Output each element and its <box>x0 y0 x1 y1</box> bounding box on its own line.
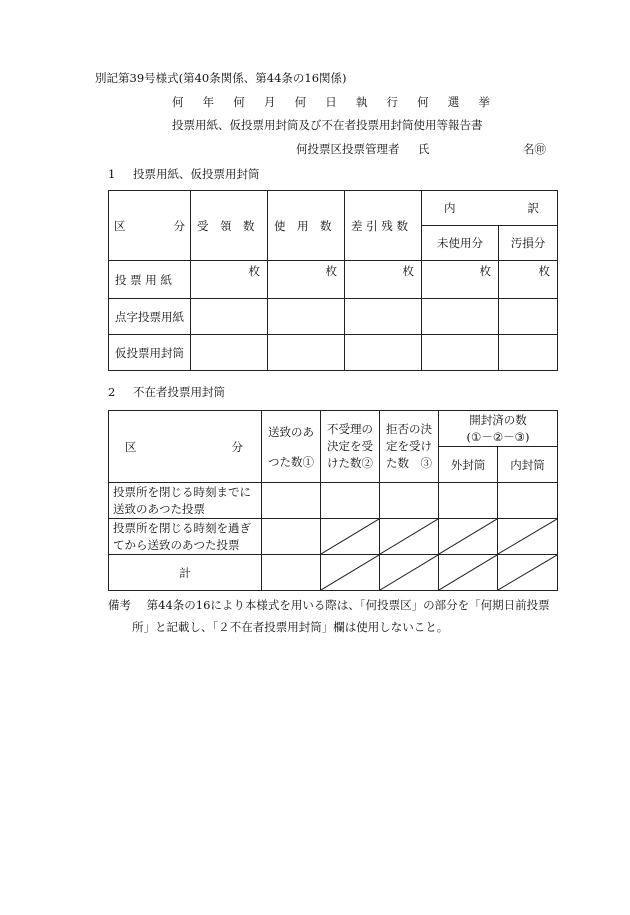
row-label: 点字投票用紙 <box>109 299 191 335</box>
empty-cell <box>439 483 498 519</box>
diagonal-line <box>498 555 557 590</box>
form-reference: 別記第39号様式(第40条関係、第44条の16関係) <box>95 71 347 85</box>
header-rejected-a: 不受理の <box>327 422 373 436</box>
diagonal-line <box>321 519 379 554</box>
header-sent-a: 送致のあ <box>268 424 314 439</box>
table-row <box>109 555 558 591</box>
empty-cell <box>262 519 321 555</box>
header-breakdown-b: 訳 <box>527 201 539 215</box>
empty-cell <box>262 483 321 519</box>
row-label <box>109 519 262 555</box>
table-row <box>109 519 558 555</box>
total-label: 計 <box>109 555 262 591</box>
title-char: 何 <box>233 95 245 109</box>
header-category-a: 区 <box>125 439 137 454</box>
section1-number: 1 <box>108 167 116 181</box>
note-label: 備考 <box>108 598 131 612</box>
header-refused-a: 拒否の決 <box>386 422 432 436</box>
absentee-envelope-table <box>108 410 558 591</box>
diagonal-line <box>439 555 497 590</box>
election-title <box>172 94 490 110</box>
crossed-cell <box>439 519 498 555</box>
note-text1: 第44条の16により本様式を用いる際は、「何投票区」の部分を「何期日前投票 <box>146 598 550 612</box>
section2-number: 2 <box>108 385 116 399</box>
section1-heading <box>108 166 259 182</box>
header-category <box>109 411 262 483</box>
header-category-b: 分 <box>231 439 243 454</box>
empty-cell <box>345 335 422 371</box>
title-char: 選 <box>447 95 460 109</box>
diagonal-line <box>498 519 557 554</box>
manager-label: 何投票区投票管理者 <box>296 142 400 156</box>
table-row <box>109 335 558 371</box>
name-suffix: 名㊞ <box>523 142 546 156</box>
header-breakdown <box>422 191 558 226</box>
header-category-b: 分 <box>173 218 185 233</box>
note-line1 <box>108 597 550 613</box>
empty-cell <box>268 335 345 371</box>
title-char: 何 <box>417 95 429 109</box>
header-category <box>109 191 191 261</box>
header-category-a: 区 <box>114 218 126 233</box>
note-line2: 所」と記載し、「２不在者投票用封筒」欄は使用しないこと。 <box>132 620 449 634</box>
header-used: 使 用 数 <box>268 191 345 261</box>
crossed-cell <box>380 555 439 591</box>
title-char: 年 <box>202 95 215 109</box>
crossed-cell <box>498 519 558 555</box>
empty-cell <box>345 299 422 335</box>
header-remaining: 差 引 残 数 <box>345 191 422 261</box>
unit-cell: 枚 <box>422 261 499 299</box>
crossed-cell <box>321 519 380 555</box>
empty-cell <box>191 299 268 335</box>
section1-title: 投票用紙、仮投票用封筒 <box>132 167 260 181</box>
row-label-line2: てから送致のあつた投票 <box>113 537 240 552</box>
row-label-line2: 送致のあつた投票 <box>113 501 205 516</box>
unit-cell: 枚 <box>268 261 345 299</box>
crossed-cell <box>439 555 498 591</box>
empty-cell <box>268 299 345 335</box>
header-outer: 外封筒 <box>439 447 498 483</box>
title-char: 行 <box>386 95 398 109</box>
crossed-cell <box>498 555 558 591</box>
unit-cell: 枚 <box>345 261 422 299</box>
empty-cell <box>262 555 321 591</box>
crossed-cell <box>321 555 380 591</box>
diagonal-line <box>439 519 497 554</box>
section2-title: 不在者投票用封筒 <box>132 385 225 399</box>
empty-cell <box>499 335 558 371</box>
section2-heading <box>108 384 225 400</box>
header-rejected-b: 決定を受 <box>327 439 373 453</box>
header-opened-b: (①－②－③) <box>466 429 530 444</box>
diagonal-line <box>380 519 438 554</box>
table-row <box>109 483 558 519</box>
unit-cell: 枚 <box>191 261 268 299</box>
empty-cell <box>191 335 268 371</box>
title-char: 何 <box>172 95 184 109</box>
manager-line <box>296 141 546 157</box>
table-row <box>109 261 558 299</box>
header-sent-b: つた数① <box>268 454 314 469</box>
row-label: 仮投票用封筒 <box>109 335 191 371</box>
title-char: 執 <box>355 95 368 109</box>
row-label-line1: 投票所を閉じる時刻を過ぎ <box>113 520 251 535</box>
empty-cell <box>321 483 380 519</box>
header-refused <box>380 411 439 483</box>
header-unused: 未使用分 <box>422 226 499 261</box>
title-char: 日 <box>325 95 337 109</box>
empty-cell <box>422 335 499 371</box>
empty-cell <box>380 483 439 519</box>
header-breakdown-a: 内 <box>444 201 456 215</box>
header-rejected-c: けた数② <box>327 456 373 470</box>
header-inner: 内封筒 <box>498 447 558 483</box>
header-damaged: 汚損分 <box>499 226 558 261</box>
title-char: 月 <box>263 95 276 109</box>
title-char: 挙 <box>478 95 490 109</box>
diagonal-line <box>321 555 379 590</box>
crossed-cell <box>380 519 439 555</box>
name-label: 氏 <box>418 142 430 156</box>
header-received: 受 領 数 <box>191 191 268 261</box>
header-rejected <box>321 411 380 483</box>
header-opened-a: 開封済の数 <box>469 412 527 427</box>
header-refused-b: 定を受け <box>386 439 432 453</box>
unit-cell: 枚 <box>499 261 558 299</box>
empty-cell <box>498 483 558 519</box>
row-label-line1: 投票所を閉じる時刻までに <box>113 484 251 499</box>
header-opened <box>439 411 558 447</box>
row-label <box>109 483 262 519</box>
document-subject: 投票用紙、仮投票用封筒及び不在者投票用封筒使用等報告書 <box>172 118 483 132</box>
header-sent <box>262 411 321 483</box>
table-row <box>109 299 558 335</box>
empty-cell <box>499 299 558 335</box>
ballot-paper-table <box>108 190 558 371</box>
title-char: 何 <box>294 95 307 109</box>
header-refused-c: た数 ③ <box>386 456 432 470</box>
empty-cell <box>422 299 499 335</box>
row-label: 投 票 用 紙 <box>109 261 191 299</box>
diagonal-line <box>380 555 438 590</box>
